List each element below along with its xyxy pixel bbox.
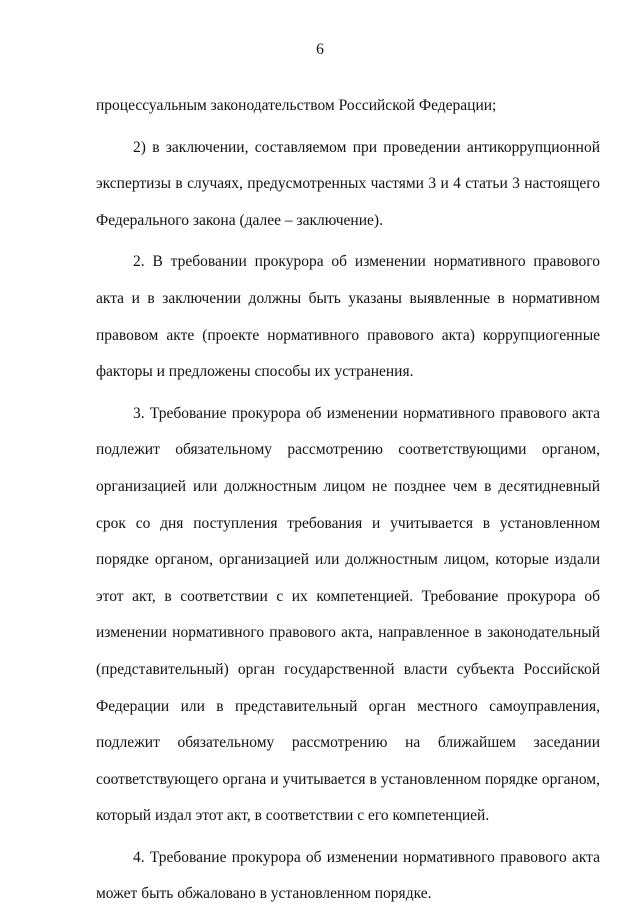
paragraph-section-2: 2. В требовании прокурора об изменении нормативного правового акта и в заключении должны быть указаны выявленные в нормативном правовом акте (проекте нормативного правового акта) коррупциогенные факторы и предложены способы их устранения. <box>96 253 600 381</box>
paragraph-section-3: 3. Требование прокурора об изменении нормативного правового акта подлежит обязательному рассмотрению соответствующими органом, организацией или должностным лицом не позднее чем в десятидневный срок со дня поступления требования и учитывается в установленном порядке органом, организацией или должностным лицом, которые издали этот акт, в соответствии с их компетенцией. Требование прокурора об изменении нормативного правового акта, направленное в законодательный (представительный) орган государственной власти субъекта Российской Федерации или в представительный орган местного самоуправления, подлежит обязательному рассмотрению на ближайшем заседании соответствующего органа и учитывается в установленном порядке органом, который издал этот акт, в соответствии с его компетенцией. <box>96 404 600 825</box>
paragraph-continuation: процессуальным законодательством Российской Федерации; <box>96 97 497 114</box>
document-body <box>96 88 600 913</box>
page-number: 6 <box>316 41 324 58</box>
paragraph-section-4: 4. Требование прокурора об изменении нормативного правового акта может быть обжаловано в установленном порядке. <box>96 848 600 903</box>
paragraph-item-2-conclusion: 2) в заключении, составляемом при проведении антикоррупционной экспертизы в случаях, предусмотренных частями 3 и 4 статьи 3 настоящего Федерального закона (далее – заключение). <box>96 138 600 229</box>
